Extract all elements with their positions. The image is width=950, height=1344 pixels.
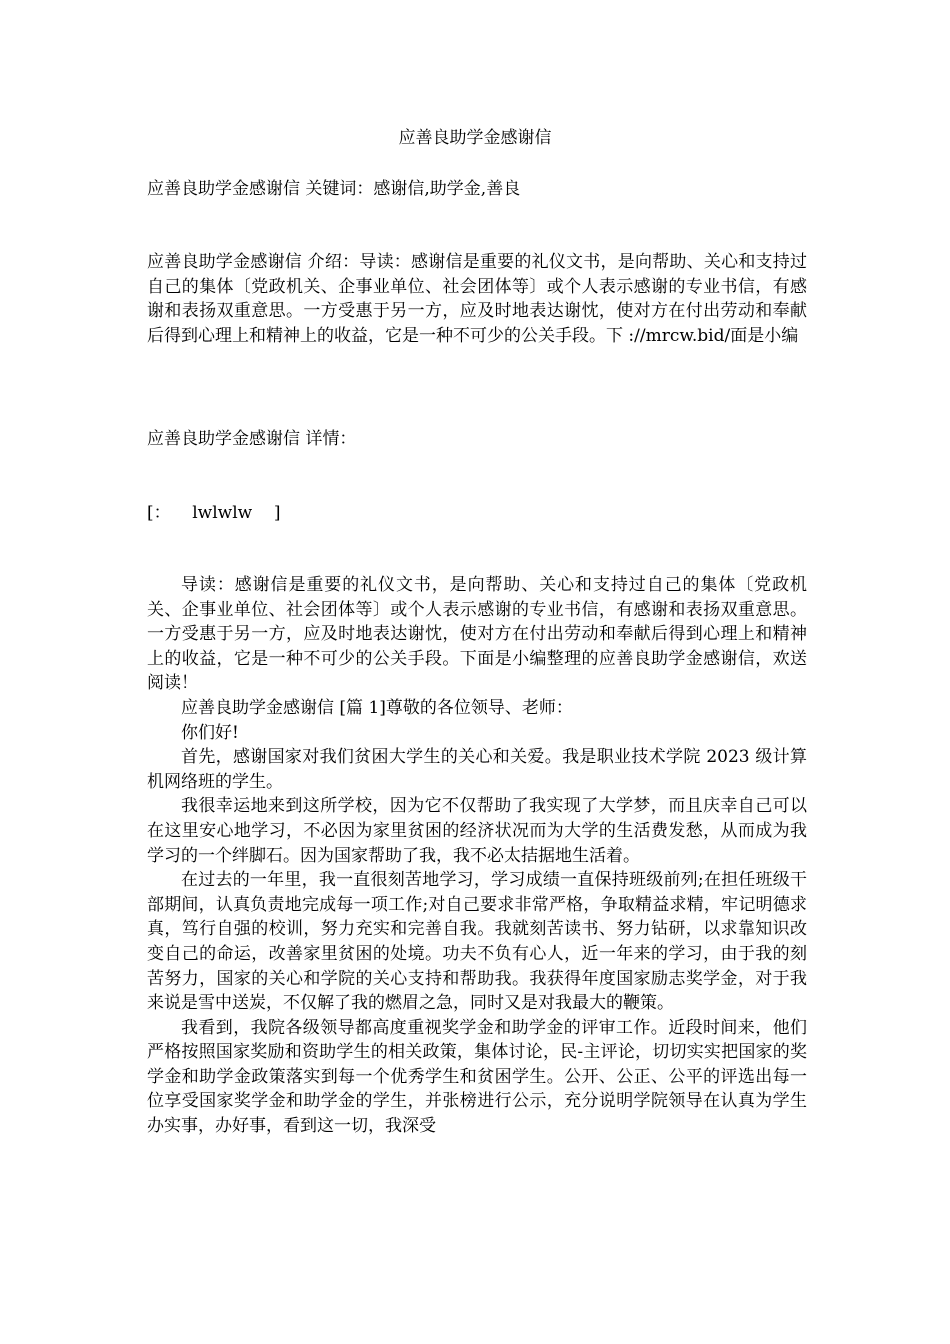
body-paragraph: 我看到，我院各级领导都高度重视奖学金和助学金的评审工作。近段时间来，他们严格按照国家奖励和资助学生的相关政策，集体讨论，民-主评论，切切实实把国家的奖学金和助学金政策落实到每一个优秀学生和贫困学生。公开、公正、公平的评选出每一位享受国家奖学金和助学金的学生，并张榜进行公示，充分说明学院领导在认真为学生办实事，办好事，看到这一切，我深受 xyxy=(147,1017,807,1137)
letter-body xyxy=(147,573,807,1139)
keywords-line: 应善良助学金感谢信 关键词：感谢信,助学金,善良 xyxy=(147,179,521,199)
bracket-line: [： lwlwlw ] xyxy=(147,503,281,523)
body-paragraph: 我很幸运地来到这所学校，因为它不仅帮助了我实现了大学梦，而且庆幸自己可以在这里安心地学习，不必因为家里贫困的经济状况而为大学的生活费发愁，从而成为我学习的一个绊脚石。因为国家帮助了我，我不必太拮据地生活着。 xyxy=(147,796,807,866)
body-paragraph-intro: 导读：感谢信是重要的礼仪文书，是向帮助、关心和支持过自己的集体〔党政机关、企事业单位、社会团体等〕或个人表示感谢的专业书信，有感谢和表扬双重意思。一方受惠于另一方，应及时地表达谢忱，使对方在付出劳动和奉献后得到心理上和精神上的收益，它是一种不可少的公关手段。下面是小编整理的应善良助学金感谢信，欢送阅读！ xyxy=(147,575,807,694)
document-title: 应善良助学金感谢信 xyxy=(398,128,552,148)
body-paragraph-greeting: 你们好! xyxy=(181,722,239,743)
details-label: 应善良助学金感谢信 详情： xyxy=(147,429,357,449)
body-paragraph-salutation: 应善良助学金感谢信 [篇 1]尊敬的各位领导、老师： xyxy=(181,697,573,718)
body-paragraph: 首先，感谢国家对我们贫困大学生的关心和关爱。我是职业技术学院 2023 级计算机网络班的学生。 xyxy=(147,747,807,792)
intro-paragraph: 应善良助学金感谢信 介绍：导读：感谢信是重要的礼仪文书，是向帮助、关心和支持过自己的集体〔党政机关、企事业单位、社会团体等〕或个人表示感谢的专业书信，有感谢和表扬双重意思。一方受惠于另一方，应及时地表达谢忱，使对方在付出劳动和奉献后得到心理上和精神上的收益，它是一种不可少的公关手段。下 ://mrcw.bid/面是小编 xyxy=(147,252,807,346)
body-paragraph: 在过去的一年里，我一直很刻苦地学习，学习成绩一直保持班级前列;在担任班级干部期间，认真负责地完成每一项工作;对自己要求非常严格，争取精益求精，牢记明德求真，笃行自强的校训，努力充实和完善自我。我就刻苦读书、努力钻研，以求靠知识改变自己的命运，改善家里贫困的处境。功夫不负有心人，近一年来的学习，由于我的刻苦努力，国家的关心和学院的关心支持和帮助我。我获得年度国家励志奖学金，对于我来说是雪中送炭，不仅解了我的燃眉之急，同时又是对我最大的鞭策。 xyxy=(147,870,807,1014)
